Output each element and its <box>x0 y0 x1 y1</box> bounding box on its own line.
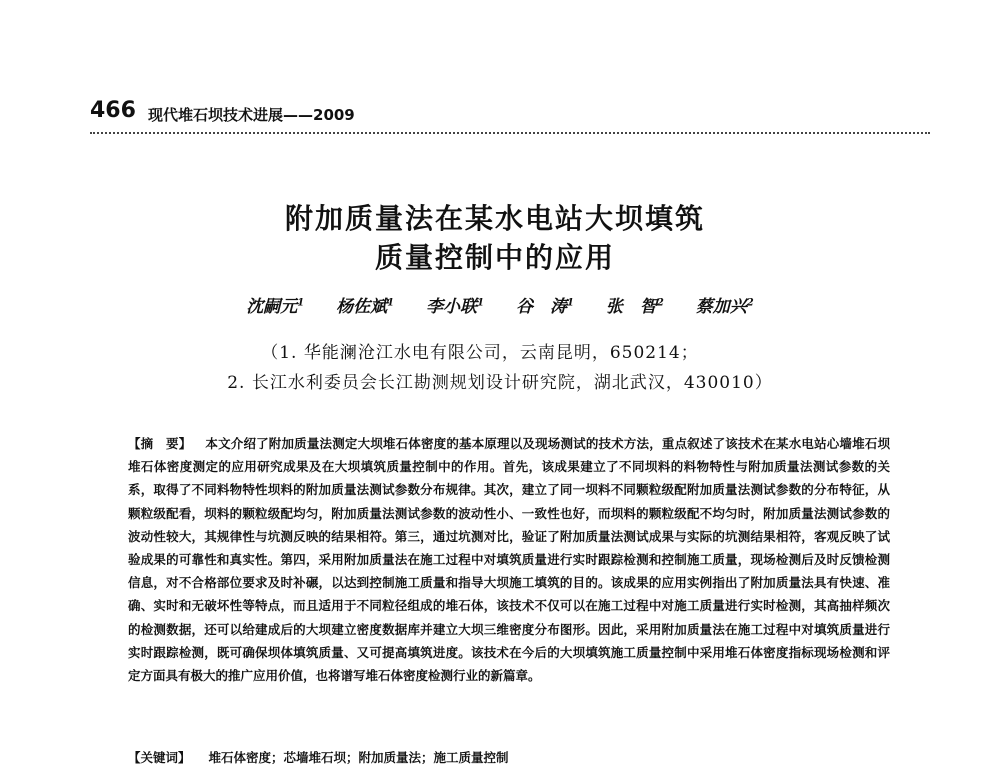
page-number: 466 <box>90 98 136 123</box>
abstract-text: 本文介绍了附加质量法测定大坝堆石体密度的基本原理以及现场测试的技术方法，重点叙述了该技术在某水电站心墙堆石坝堆石体密度测定的应用研究成果及在大坝填筑质量控制中的作用。首先，该成果建立了不同坝料的料物特性与附加质量法测试参数的关系，取得了不同料物特性坝料的附加质量法测试参数分布规律。其次，建立了同一坝料不同颗粒级配附加质量法测试参数的分布特征，从颗粒级配看，坝料的颗粒级配均匀，附加质量法测试参数的波动性小、一致性也好，而坝料的颗粒级配不均匀时，附加质量法测试参数的波动性较大，其规律性与坑测反映的结果相符。第三，通过坑测对比，验证了附加质量法测试成果与实际的坑测结果相符，客观反映了试验成果的可靠性和真实性。第四，采用附加质量法在施工过程中对填筑质量进行实时跟踪检测和控制施工质量，现场检测后及时反馈检测信息，对不合格部位要求及时补碾，以达到控制施工质量和指导大坝施工填筑的目的。该成果的应用实例指出了附加质量法具有快速、准确、实时和无破坏性等特点，而且适用于不同粒径组成的堆石体，该技术不仅可以在施工过程中对施工质量进行实时检测，其高抽样频次的检测数据，还可以给建成后的大坝建立密度数据库并建立大坝三维密度分布图形。因此，采用附加质量法在施工过程中对填筑质量进行实时跟踪检测，既可确保坝体填筑质量、又可提高填筑进度。该技术在今后的大坝填筑施工质量控制中采用堆石体密度指标现场检测和评定方面具有极大的推广应用价值，也将谱写堆石体密度检测行业的新篇章。 <box>128 436 890 684</box>
author: 张 智$^2$ <box>605 297 664 317</box>
page-header <box>90 96 930 134</box>
affiliation-line-1: （1. 华能澜沧江水电有限公司，云南昆明，650214； <box>261 343 699 363</box>
keywords-label: 【关键词】 <box>128 750 191 765</box>
abstract <box>128 432 890 687</box>
author: 蔡加兴$^2$ <box>695 297 754 317</box>
journal-title: 现代堆石坝技术进展——2009 <box>148 106 355 124</box>
author: 李小联$^1$ <box>426 297 485 317</box>
paper-title-line-1: 附加质量法在某水电站大坝填筑 <box>284 202 705 235</box>
author: 杨佐斌$^1$ <box>336 297 395 317</box>
keywords-text: 堆石体密度；芯墙堆石坝；附加质量法；施工质量控制 <box>208 750 509 765</box>
author: 谷 涛$^1$ <box>515 297 574 317</box>
abstract-label: 【摘 要】 <box>128 436 192 451</box>
author: 沈嗣元$^1$ <box>246 297 305 317</box>
author-list <box>0 292 1000 317</box>
paper-title-line-2: 质量控制中的应用 <box>374 241 615 274</box>
affiliation-line-2: 2. 长江水利委员会长江勘测规划设计研究院，湖北武汉，430010） <box>227 373 773 393</box>
keywords <box>128 746 890 769</box>
